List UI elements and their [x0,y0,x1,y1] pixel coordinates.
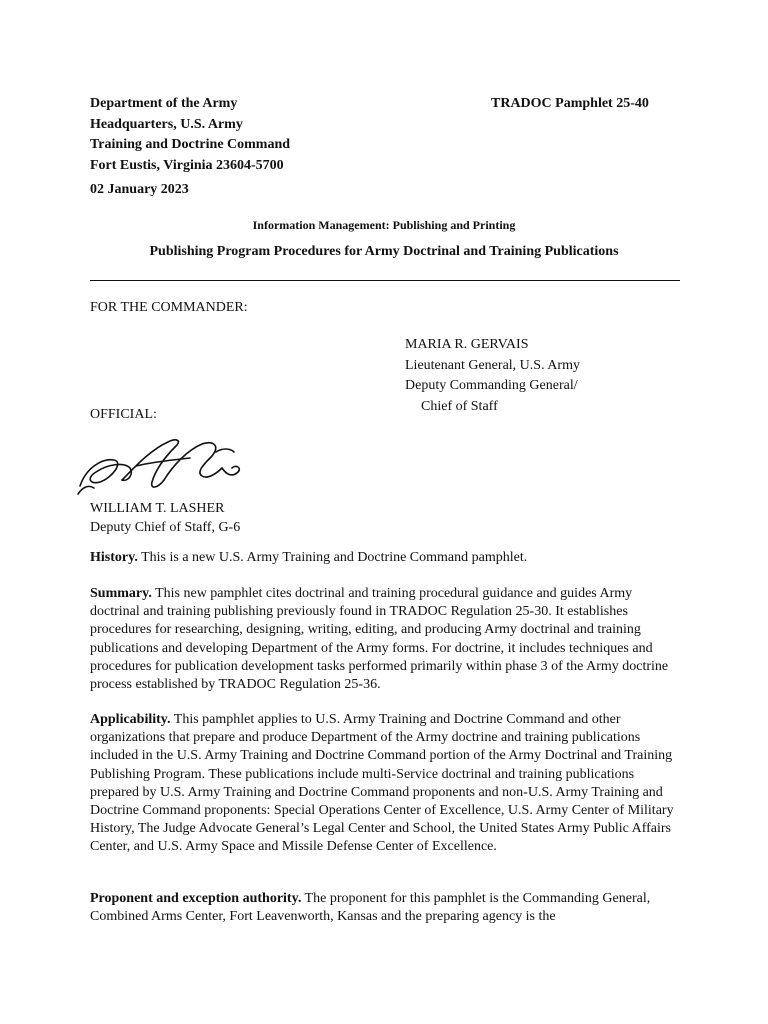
issuing-organization [90,94,290,176]
handwritten-signature [72,428,252,508]
publication-date: 02 January 2023 [90,182,189,197]
summary-heading: Summary. [90,586,152,601]
official-position: Deputy Chief of Staff, G-6 [90,520,241,535]
proponent-paragraph [90,890,680,926]
pamphlet-number: TRADOC Pamphlet 25-40 [491,96,649,111]
summary-text: This new pamphlet cites doctrinal and training procedural guidance and guides Army doctrinal and training publishing previously found in TRADOC Regulation 25-30. It establishes procedures for researching, designing, writing, editing, and producing Army doctrinal and training publications and developing Department of the Army forms. For doctrine, it includes techniques and procedures for publication development tasks performed primarily within phase 3 of the Army doctrine process established by TRADOC Regulation 25-36. [90,586,669,693]
applicability-paragraph [90,711,680,857]
signatory-block [405,335,580,417]
for-the-commander: FOR THE COMMANDER: [90,300,248,315]
signatory-name: MARIA R. GERVAIS [405,337,529,352]
history-paragraph [90,549,680,567]
org-line: Fort Eustis, Virginia 23604-5700 [90,157,284,173]
signatory-rank: Lieutenant General, U.S. Army [405,357,580,373]
official-name: WILLIAM T. LASHER [90,501,225,516]
summary-paragraph [90,585,680,694]
history-text: This is a new U.S. Army Training and Doctrine Command pamphlet. [137,550,528,565]
applicability-heading: Applicability. [90,712,171,727]
proponent-text: The proponent for this pamphlet is the Commanding General, Combined Arms Center, Fort Leavenworth, Kansas and the preparing agency is the [90,891,651,925]
signatory-position-continued: Chief of Staff [421,398,498,414]
org-line: Training and Doctrine Command [90,137,291,152]
official-signatory [90,499,240,537]
org-line: Headquarters, U.S. Army [90,116,243,132]
official-label: OFFICIAL: [90,407,157,422]
signatory-position: Deputy Commanding General/ [405,378,578,393]
subject-line: Information Management: Publishing and Printing [252,218,516,232]
title-divider [90,280,680,281]
applicability-text: This pamphlet applies to U.S. Army Training and Doctrine Command and other organizations that prepare and produce Department of the Army doctrine and training publications included in the U.S. Army Training and Doctrine Command portion of the Army Doctrinal and Training Publishing Program. These publications include multi-Service doctrinal and training publications prepared by U.S. Army Training and Doctrine Command proponents and non-U.S. Army Training and Doctrine Command proponents: Special Operations Center of Excellence, U.S. Army Center of Military History, The Judge Advocate General’s Legal Center and School, the United States Army Public Affairs Center, and U.S. Army Space and Missile Defense Center of Excellence. [90,712,674,855]
history-heading: History. [90,550,138,565]
org-line: Department of the Army [90,96,238,111]
proponent-heading: Proponent and exception authority. [90,891,302,906]
document-title: Publishing Program Procedures for Army Doctrinal and Training Publications [149,244,619,259]
